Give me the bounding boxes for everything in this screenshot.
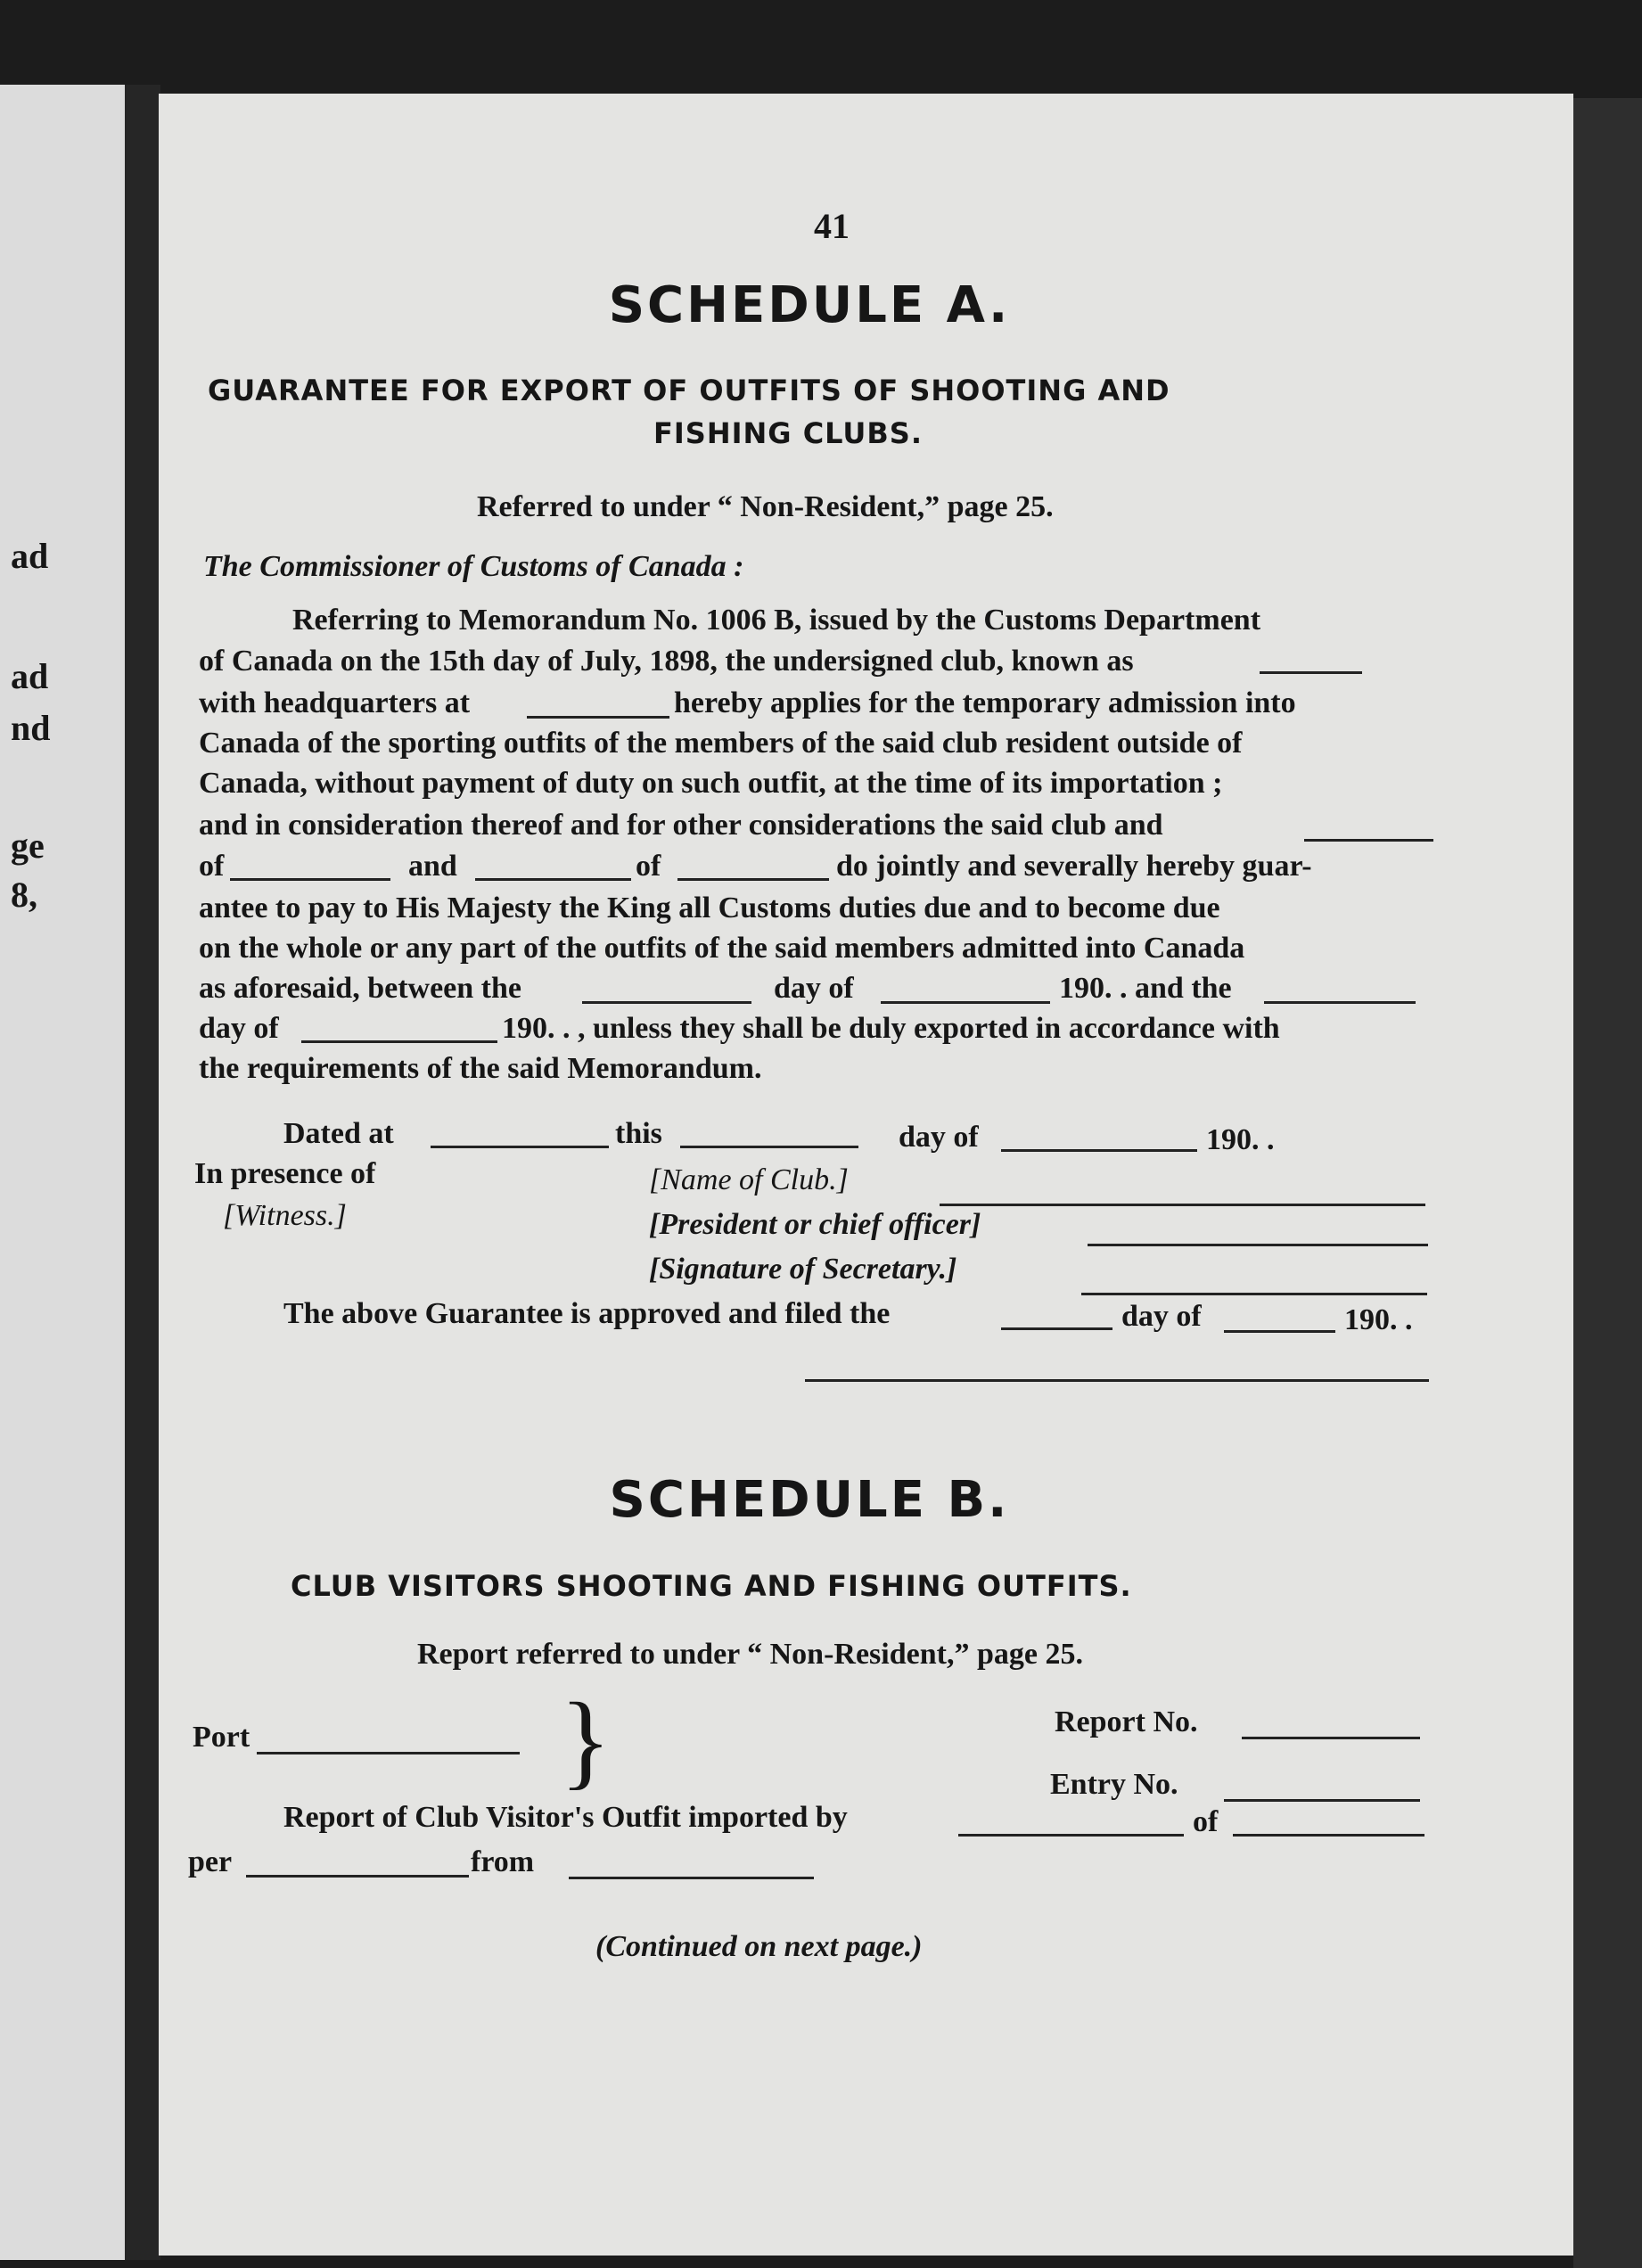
addressee: The Commissioner of Customs of Canada :	[203, 550, 744, 583]
blank-line	[881, 1001, 1050, 1004]
blank-line	[1001, 1327, 1112, 1330]
body-line: and in consideration thereof and for other considerations the said club and	[199, 809, 1163, 842]
of-label: of	[1193, 1805, 1219, 1838]
name-of-club-label: [Name of Club.]	[649, 1163, 849, 1196]
schedule-a-subtitle-continued: FISHING CLUBS.	[653, 416, 923, 450]
schedule-b-reference: Report referred to under “ Non-Resident,” page 25.	[417, 1638, 1083, 1671]
book-gutter	[125, 85, 160, 2260]
in-presence-label: In presence of	[194, 1157, 376, 1190]
blank-line	[1264, 1001, 1416, 1004]
continued-note: (Continued on next page.)	[595, 1930, 923, 1963]
report-no-label: Report No.	[1055, 1705, 1198, 1738]
margin-fragment: ad	[11, 536, 49, 576]
report-no-line	[1242, 1737, 1420, 1739]
president-label: [President or chief officer]	[649, 1208, 981, 1241]
body-line: as aforesaid, between the	[199, 972, 521, 1005]
approved-day-of: day of	[1121, 1300, 1202, 1333]
body-line: of	[636, 850, 661, 883]
blank-line	[527, 716, 669, 719]
blank-line	[475, 878, 631, 881]
entry-no-line	[1224, 1799, 1420, 1802]
per-line	[246, 1875, 469, 1878]
blank-line	[677, 878, 829, 881]
signature-line	[1081, 1293, 1427, 1295]
schedule-a-title: SCHEDULE A.	[608, 276, 1011, 334]
body-line: of Canada on the 15th day of July, 1898, the undersigned club, known as	[199, 645, 1134, 678]
signature-label: [Signature of Secretary.]	[649, 1253, 957, 1286]
body-line: hereby applies for the temporary admission into	[674, 686, 1296, 719]
imported-by-line	[958, 1834, 1184, 1837]
document-page	[159, 94, 1573, 2256]
club-name-line	[940, 1204, 1425, 1206]
adjacent-page	[0, 85, 125, 2260]
page-number: 41	[814, 206, 850, 246]
margin-fragment: ad	[11, 656, 49, 696]
blank-line	[1001, 1149, 1197, 1152]
body-line: do jointly and severally hereby guar-	[836, 850, 1312, 883]
of-line	[1233, 1834, 1424, 1837]
page-edge	[1573, 98, 1642, 2268]
blank-line	[1260, 671, 1362, 674]
blank-line	[1304, 839, 1433, 842]
from-line	[569, 1877, 814, 1879]
dated-at-label: Dated at	[283, 1117, 394, 1150]
body-line: 190. . , unless they shall be duly exported in accordance with	[502, 1012, 1280, 1045]
body-line: on the whole or any part of the outfits of the said members admitted into Canada	[199, 932, 1245, 965]
body-line: of	[199, 850, 225, 883]
margin-fragment: ge	[11, 826, 45, 866]
port-line	[257, 1752, 520, 1754]
witness-label: [Witness.]	[223, 1199, 347, 1232]
president-line	[1088, 1244, 1428, 1246]
body-line: and	[408, 850, 457, 883]
body-line: antee to pay to His Majesty the King all Customs duties due and to become due	[199, 892, 1220, 924]
this-label: this	[615, 1117, 662, 1150]
blank-line	[1224, 1330, 1335, 1333]
schedule-b-subtitle: CLUB VISITORS SHOOTING AND FISHING OUTFITS.	[291, 1569, 1132, 1603]
margin-fragment: 8,	[11, 875, 37, 915]
entry-no-label: Entry No.	[1050, 1768, 1178, 1801]
body-line: 190. . and the	[1059, 972, 1232, 1005]
body-line: day of	[774, 972, 854, 1005]
day-of-label: day of	[899, 1121, 979, 1154]
report-of-text: Report of Club Visitor's Outfit imported by	[283, 1801, 848, 1834]
body-line: Canada of the sporting outfits of the members of the said club resident outside of	[199, 727, 1243, 760]
from-label: from	[471, 1845, 535, 1878]
body-line: with headquarters at	[199, 686, 471, 719]
blank-line	[230, 878, 390, 881]
body-line: Referring to Memorandum No. 1006 B, issued by the Customs Department	[292, 604, 1261, 637]
port-label: Port	[193, 1721, 250, 1754]
body-line: Canada, without payment of duty on such outfit, at the time of its importation ;	[199, 767, 1223, 800]
margin-fragment: nd	[11, 708, 51, 748]
body-line: day of	[199, 1012, 279, 1045]
per-label: per	[188, 1845, 233, 1878]
approved-text: The above Guarantee is approved and filed the	[283, 1297, 891, 1330]
schedule-b-title: SCHEDULE B.	[609, 1471, 1010, 1529]
approved-year: 190. .	[1344, 1303, 1413, 1336]
approval-signature-line	[805, 1379, 1429, 1382]
blank-line	[431, 1146, 609, 1148]
blank-line	[582, 1001, 751, 1004]
brace-symbol: }	[560, 1680, 612, 1799]
blank-line	[680, 1146, 858, 1148]
schedule-a-subtitle: GUARANTEE FOR EXPORT OF OUTFITS OF SHOOTING AND	[208, 374, 1170, 407]
year-label: 190. .	[1206, 1123, 1275, 1156]
blank-line	[301, 1040, 497, 1043]
body-line: the requirements of the said Memorandum.	[199, 1052, 762, 1085]
schedule-a-reference: Referred to under “ Non-Resident,” page 25.	[477, 490, 1054, 523]
